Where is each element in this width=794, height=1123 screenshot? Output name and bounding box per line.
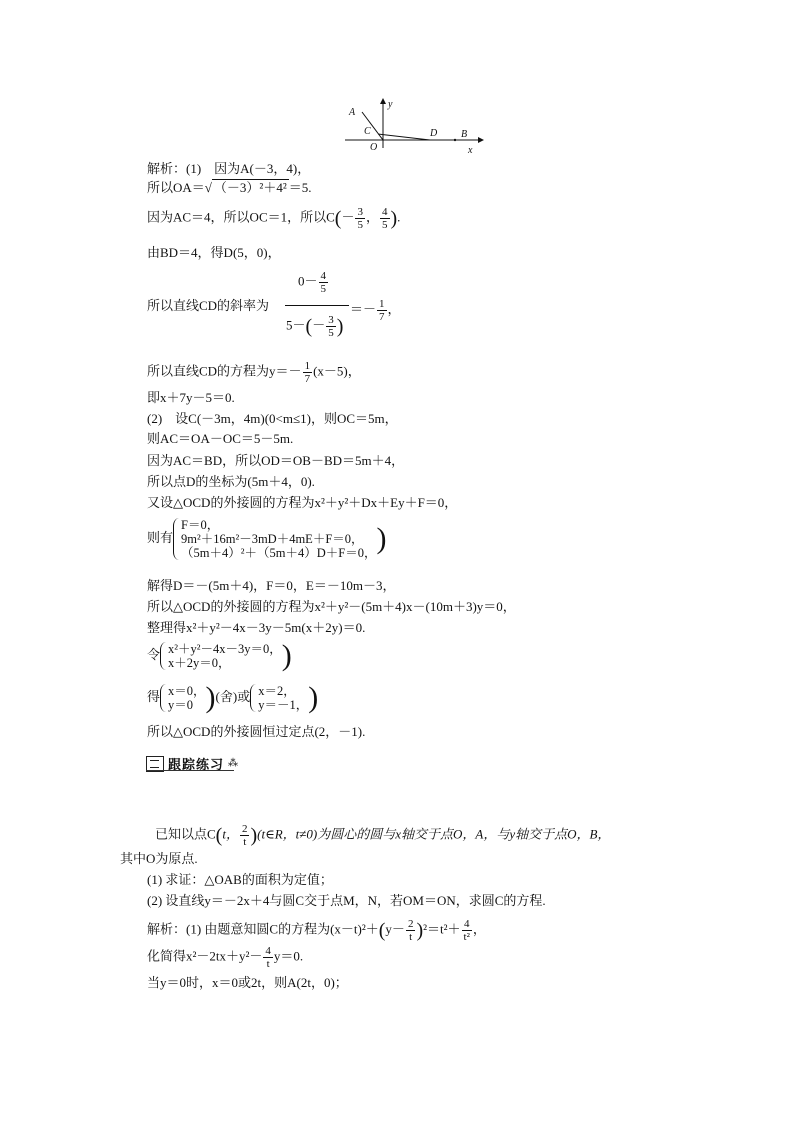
slope-result-d: 7 — [379, 311, 385, 323]
ac-text: 因为AC＝4，所以OC＝1，所以C — [147, 209, 335, 225]
sys-row: （5m＋4）²＋（5m＋4）D＋F＝0， — [181, 546, 377, 560]
oa-prefix: 所以OA＝ — [147, 180, 205, 195]
label-y: y — [388, 99, 393, 110]
equation-system-3 — [160, 684, 206, 712]
practice-s3: 当y＝0时，x＝0或2t，则A(2t，0)； — [147, 975, 348, 990]
sys-row: F＝0， — [181, 518, 220, 532]
slope-num-frac-d: 5 — [320, 283, 327, 295]
equation-system — [173, 518, 376, 560]
paren-open: ( — [334, 207, 342, 230]
line-frac-d: 7 — [304, 373, 311, 385]
sol1-line-final: 即x＋7y－5＝0. — [147, 390, 235, 405]
she-text: (舍)或 — [215, 688, 251, 704]
sol2-l4: 所以点D的坐标为(5m＋4，0). — [147, 474, 315, 489]
slope-den-a: 5－ — [286, 317, 306, 333]
s1-frac-n: 2 — [407, 918, 414, 930]
sys-close-paren: ) — [376, 522, 387, 555]
paren-open: ( — [378, 919, 386, 942]
slope-result-n: 1 — [379, 298, 385, 310]
slope-denominator: 5－(－ $\frac{3}{5}$ ) — [286, 314, 344, 339]
s2-b: y＝0. — [273, 948, 304, 964]
sol2-l7: 所以△OCD的外接圆的方程为x²＋y²－(5m＋4)x－(10m＋3)y＝0， — [147, 599, 516, 614]
ling-text: 令 — [147, 646, 161, 662]
slope-fraction-bar — [285, 305, 349, 306]
slope-prefix: 所以直线CD的斜率为 — [147, 298, 270, 313]
slope-den-frac-n: 3 — [328, 314, 334, 326]
c-x-den: 5 — [357, 219, 363, 231]
equation-system-2 — [160, 642, 282, 670]
sol2-l1: (2) 设C(－3m，4m)(0<m≤1)，则OC＝5m， — [147, 411, 398, 426]
sol1-oa — [147, 180, 311, 196]
slope-num-frac-n: 4 — [320, 270, 327, 282]
s1-frac2-d: t² — [463, 931, 470, 943]
sys-close-paren: ) — [308, 681, 319, 714]
sys-row: x²＋y²－4x－3y＝0， — [168, 642, 282, 656]
sol2-de — [147, 683, 318, 713]
label-a: A — [349, 107, 356, 118]
s1-frac-d: t — [409, 931, 413, 943]
s1-b: y－ — [385, 921, 405, 937]
sol1-bd: 由BD＝4，得D(5，0)， — [147, 245, 281, 260]
practice-badge-label: 跟踪练习 — [168, 757, 225, 772]
sys-prefix: 则有 — [147, 529, 174, 545]
p1-frac-n: 2 — [241, 823, 248, 835]
c-y-den: 5 — [382, 219, 388, 231]
sys-close-paren: ) — [281, 639, 292, 672]
line-suffix: (x－5)， — [313, 363, 361, 379]
sqrt-sign: √ — [204, 180, 212, 195]
brace — [160, 642, 167, 670]
s1-frac2-n: 4 — [462, 918, 472, 931]
p1-frac — [240, 823, 250, 848]
practice-s1 — [147, 918, 486, 943]
c-x-frac — [355, 206, 365, 231]
brace — [250, 684, 257, 712]
paren-close: ) — [336, 315, 344, 338]
paren-open: ( — [305, 315, 313, 338]
c-y-frac — [380, 206, 390, 231]
sys-row: 9m²＋16m²－3mD＋4mE＋F＝0， — [181, 532, 364, 546]
de-text: 得 — [147, 688, 161, 704]
line-frac-n: 1 — [304, 360, 311, 372]
practice-p1 — [155, 823, 610, 848]
sol2-l8: 整理得x²＋y²－4x－3y－5m(x＋2y)＝0. — [147, 620, 366, 635]
practice-p2: 其中O为原点. — [120, 851, 198, 866]
sol1-intro: 解析：(1) 因为A(－3，4)， — [147, 161, 311, 176]
sol1-line-eq — [147, 360, 361, 385]
oa-suffix: ＝5. — [288, 180, 312, 195]
sys-row: x＝0， — [168, 684, 206, 698]
oa-radicand: （－3）²＋4² — [213, 180, 287, 195]
s1-c: ²＝t²＋ — [423, 921, 461, 937]
sol2-l3: 因为AC＝BD，所以OD＝OB－BD＝5m＋4， — [147, 453, 405, 468]
p1-a: 已知以点C — [155, 826, 216, 842]
brace — [173, 518, 180, 560]
sol2-ling — [147, 641, 292, 671]
paren-close: ) — [250, 824, 258, 847]
sol2-system — [147, 518, 386, 560]
label-c: C — [364, 126, 371, 137]
paren-open: ( — [215, 824, 223, 847]
sys-row: y＝0 — [168, 698, 194, 712]
label-d: D — [430, 128, 438, 139]
practice-q2: (2) 设直线y＝－2x＋4与圆C交于点M，N，若OM＝ON，求圆C的方程. — [147, 893, 546, 908]
paren-close: ) — [416, 919, 424, 942]
s2-a: 化简得x²－2tx＋y²－ — [147, 948, 263, 964]
slope-numerator — [298, 270, 348, 295]
slope-result: ＝－ $\frac{1}{7}$ ， — [350, 298, 401, 323]
c-y-num: 4 — [382, 206, 388, 218]
slope-num-a: 0－ — [298, 273, 318, 289]
sol2-l9: 所以△OCD的外接圆恒过定点(2，－1). — [147, 724, 366, 739]
s2-frac-d: t — [266, 958, 270, 970]
badge-underline — [146, 770, 234, 771]
practice-s2 — [147, 945, 303, 970]
sol2-l2: 则AC＝OA－OC＝5－5m. — [147, 431, 294, 446]
slope-den-frac — [326, 314, 336, 339]
coordinate-figure — [340, 96, 485, 156]
p1-t: t， — [222, 826, 239, 842]
s1-frac2 — [462, 918, 472, 943]
paren-close: ) — [390, 207, 398, 230]
slope-result-frac — [377, 298, 387, 323]
s1-d: ， — [472, 921, 486, 937]
sys-row: y＝－1， — [258, 698, 309, 712]
sys-row: x＋2y＝0， — [168, 656, 231, 670]
c-x-num: 3 — [357, 206, 363, 218]
label-b: B — [461, 129, 468, 140]
p1-b: (t∈R，t≠0)为圆心的圆与x轴交于点O，A，与y轴交于点O，B， — [257, 826, 611, 842]
line-prefix: 所以直线CD的方程为y＝－ — [147, 363, 302, 379]
sys-row: x＝2， — [258, 684, 296, 698]
label-x: x — [468, 145, 473, 156]
label-o: O — [370, 142, 378, 153]
sol1-ac: 因为AC＝4，所以OC＝1，所以C(－ $\frac{3}{5}$ ， $\frac{4}{5}$ ). — [147, 206, 401, 231]
sol2-l5: 又设△OCD的外接圆的方程为x²＋y²＋Dx＋Ey＋F＝0， — [147, 495, 458, 510]
s2-frac-n: 4 — [265, 945, 271, 957]
slope-den-frac-d: 5 — [328, 327, 334, 339]
sys-close-paren: ) — [205, 681, 216, 714]
footprints-icon: ⁂ — [228, 758, 239, 769]
practice-q1: (1) 求证：△OAB的面积为定值； — [147, 872, 333, 887]
p1-frac-d: t — [243, 836, 247, 848]
slope-num-frac — [319, 270, 329, 295]
equation-system-4 — [250, 684, 308, 712]
s1-frac — [406, 918, 416, 943]
practice-badge — [146, 754, 238, 773]
sol2-l6: 解得D＝－(5m＋4)，F＝0，E＝－10m－3， — [147, 578, 396, 593]
s1-a: 解析：(1) 由题意知圆C的方程为(x－t)²＋ — [147, 921, 379, 937]
s2-frac — [263, 945, 273, 970]
brace — [160, 684, 167, 712]
line-frac — [303, 360, 313, 385]
